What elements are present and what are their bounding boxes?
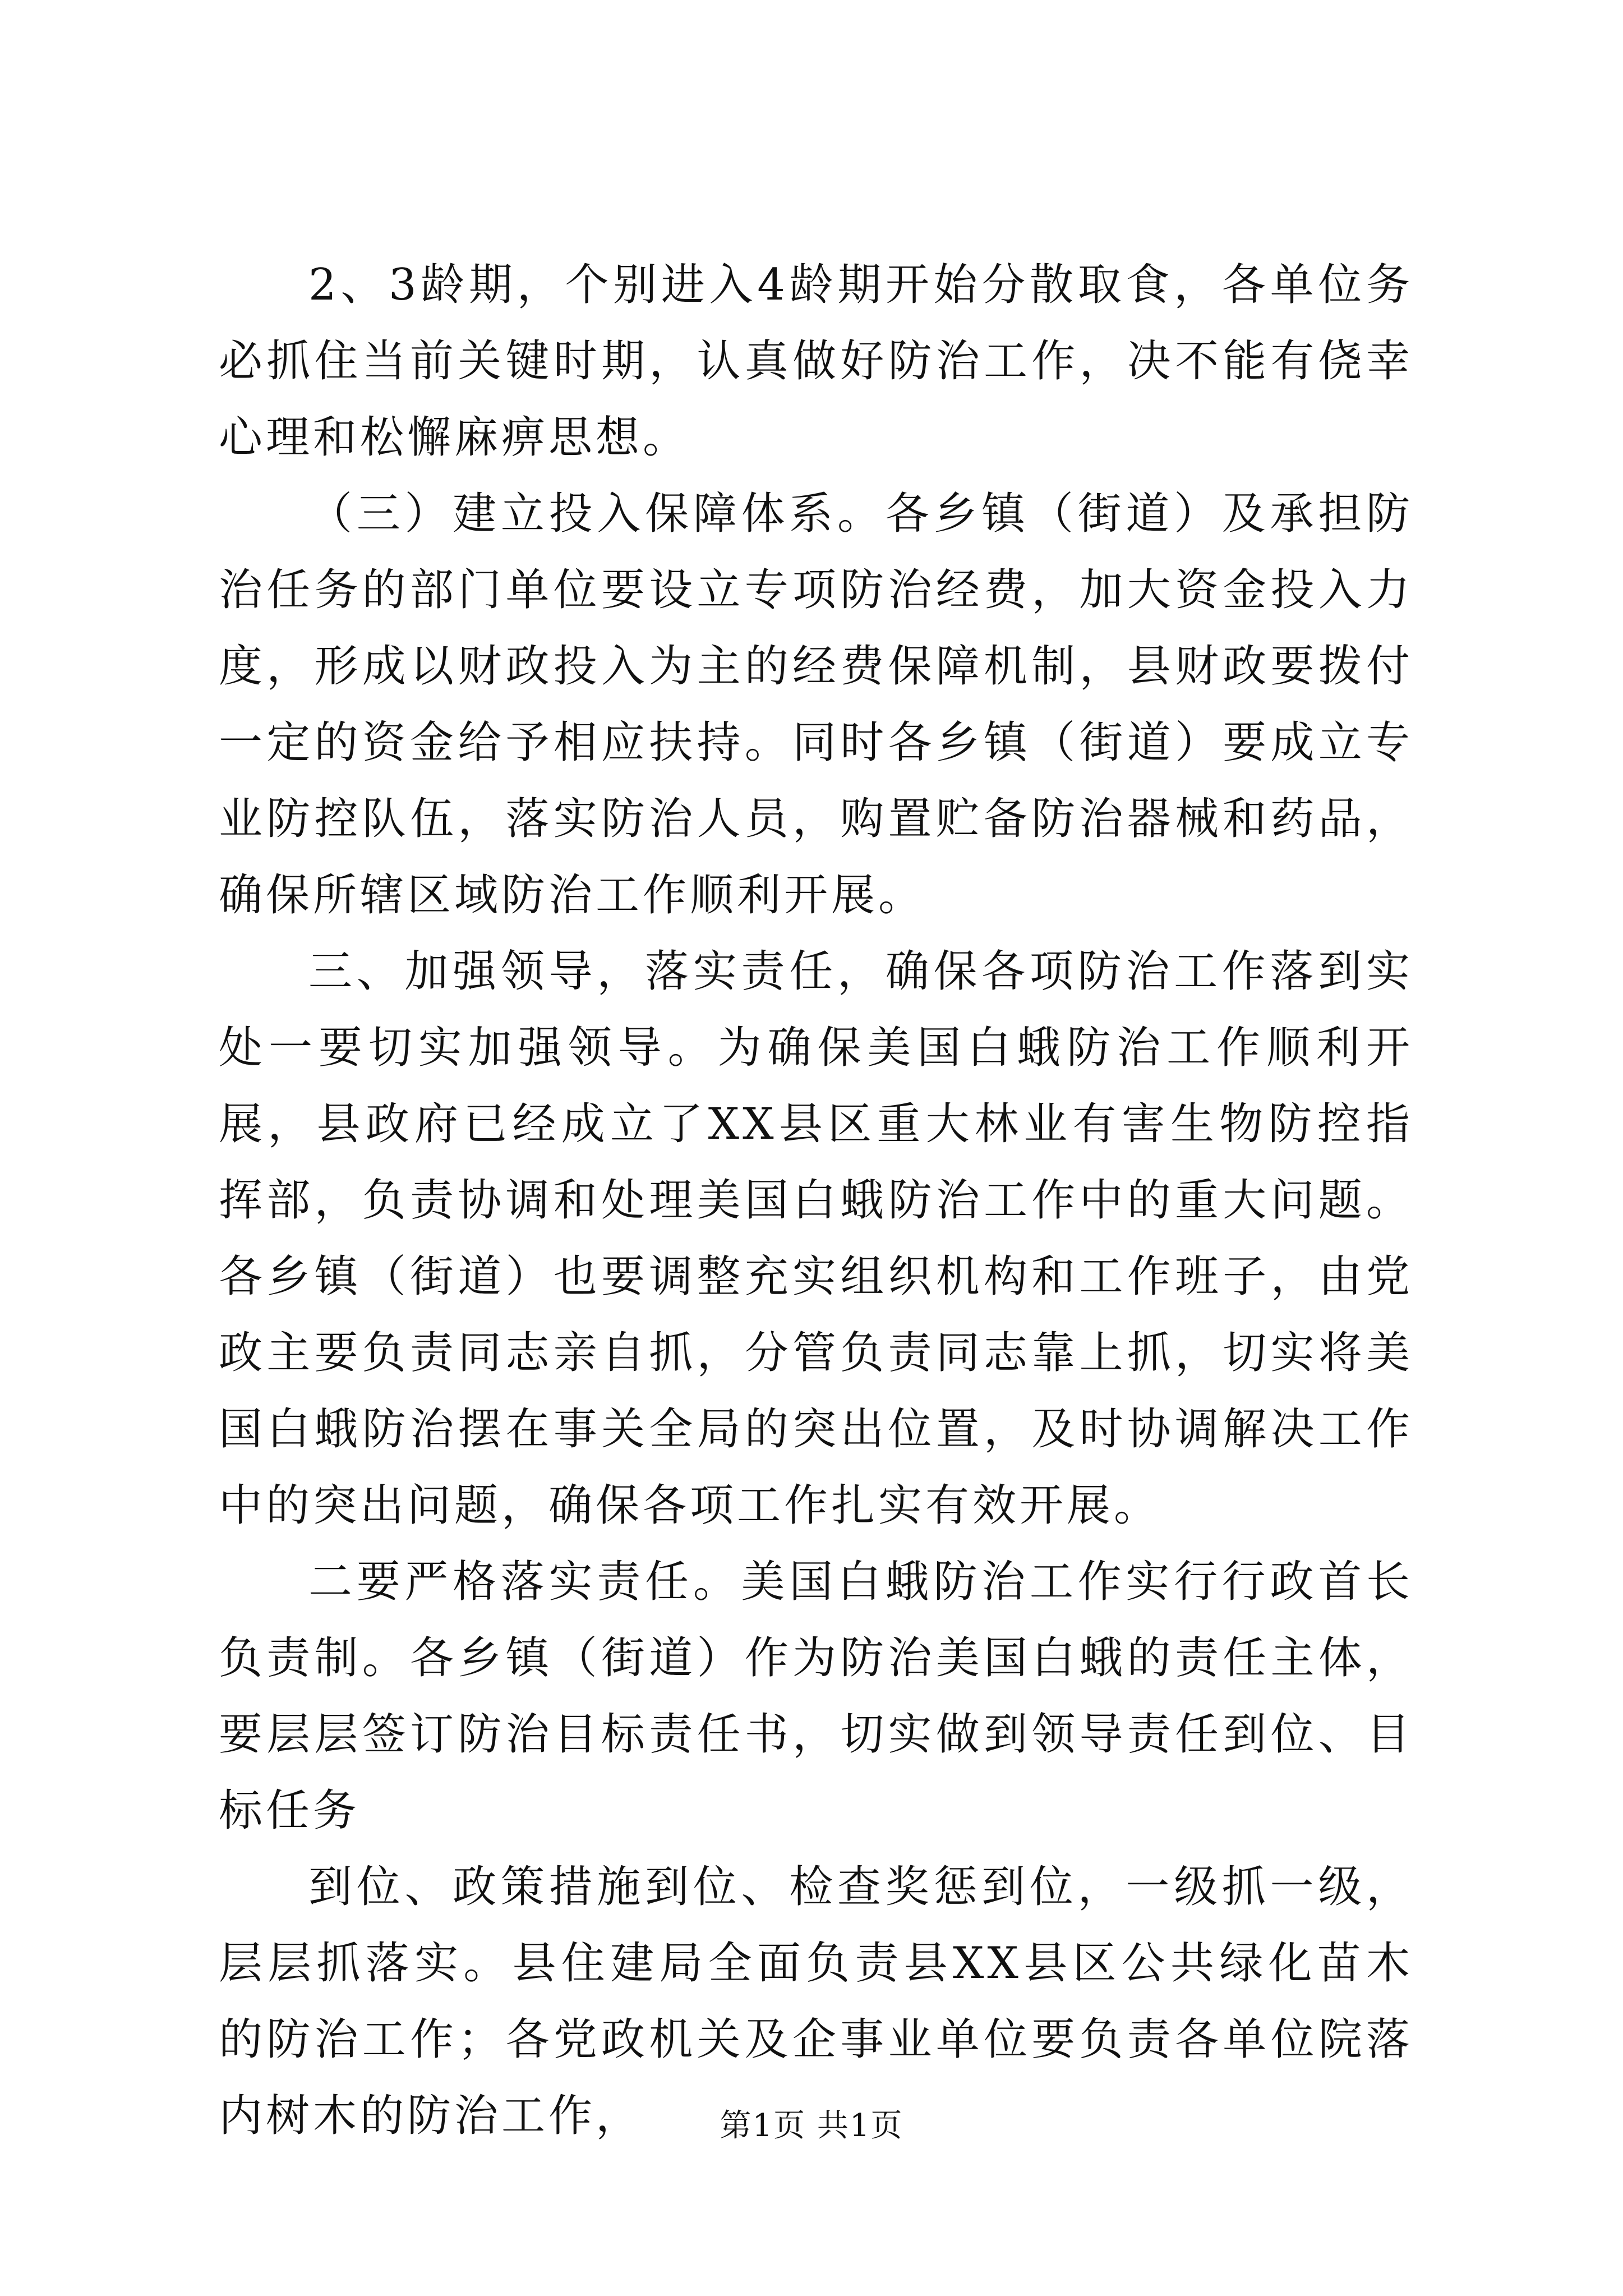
document-body [219, 247, 1413, 2154]
paragraph-1: 2、3龄期，个别进入4龄期开始分散取食，各单位务必抓住当前关键时期，认真做好防治工作，决不能有侥幸心理和松懈麻痹思想。 [219, 260, 1413, 463]
paragraph-4: 二要严格落实责任。美国白蛾防治工作实行行政首长负责制。各乡镇（街道）作为防治美国白蛾的责任主体，要层层签订防治目标责任书，切实做到领导责任到位、目标任务 [219, 1557, 1413, 1836]
paragraph-5: 到位、政策措施到位、检查奖惩到位，一级抓一级，层层抓落实。县住建局全面负责县XX县区公共绿化苗木的防治工作；各党政机关及企事业单位要负责各单位院落内树木的防治工作， [219, 1862, 1413, 2141]
page-footer: 第1页 共1页 [720, 2108, 903, 2144]
paragraph-3: 三、加强领导，落实责任，确保各项防治工作落到实处一要切实加强领导。为确保美国白蛾防治工作顺利开展，县政府已经成立了XX县区重大林业有害生物防控指挥部，负责协调和处理美国白蛾防治工作中的重大问题。各乡镇（街道）也要调整充实组织机构和工作班子，由党政主要负责同志亲自抓，分管负责同志靠上抓，切实将美国白蛾防治摆在事关全局的突出位置，及时协调解决工作中的突出问题，确保各项工作扎实有效开展。 [219, 946, 1413, 1531]
paragraph-2: （三）建立投入保障体系。各乡镇（街道）及承担防治任务的部门单位要设立专项防治经费，加大资金投入力度，形成以财政投入为主的经费保障机制，县财政要拨付一定的资金给予相应扶持。同时各乡镇（街道）要成立专业防控队伍，落实防治人员，购置贮备防治器械和药品，确保所辖区域防治工作顺利开展。 [219, 489, 1413, 921]
